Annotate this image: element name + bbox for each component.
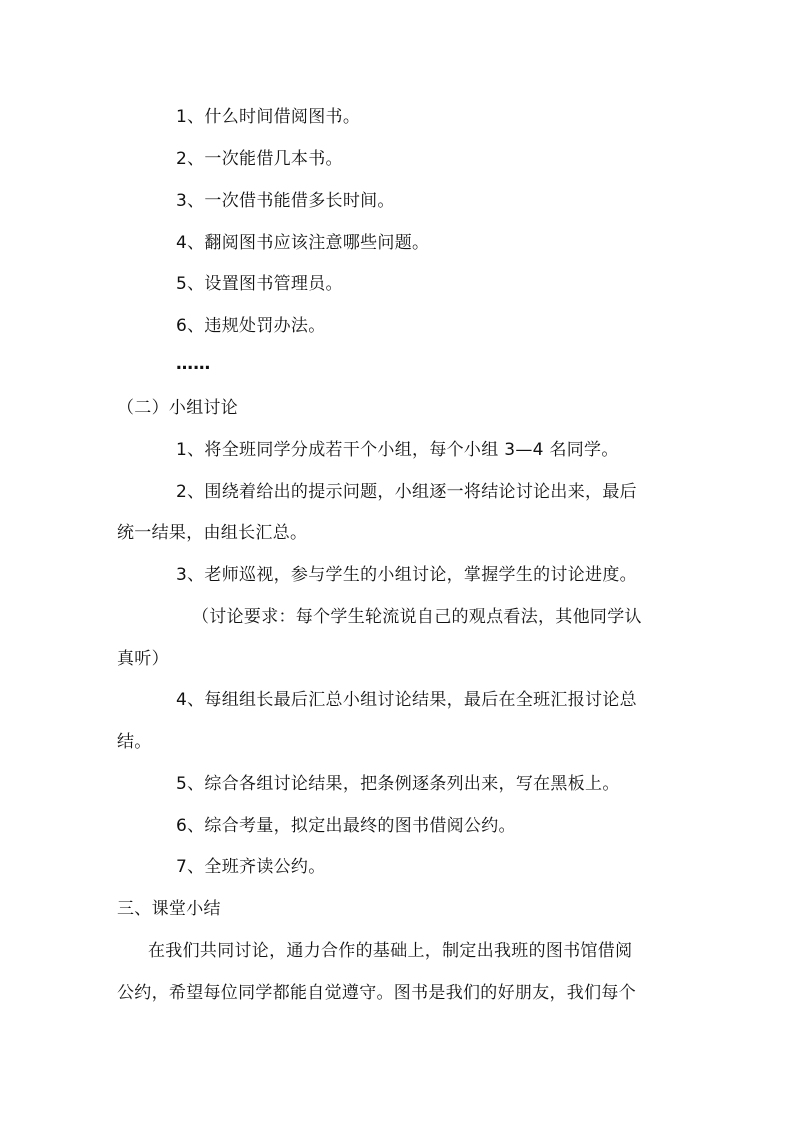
- list-item: 3、一次借书能借多长时间。: [176, 191, 395, 211]
- list-item: 6、违规处罚办法。: [176, 316, 326, 336]
- list-item: 7、全班齐读公约。: [176, 857, 326, 877]
- list-item: 3、老师巡视，参与学生的小组讨论，掌握学生的讨论进度。: [176, 565, 637, 585]
- list-item: 1、将全班同学分成若干个小组，每个小组 3—4 名同学。: [176, 440, 619, 460]
- list-item-continuation: 统一结果，由组长汇总。: [117, 523, 308, 543]
- list-item: 4、每组组长最后汇总小组讨论结果，最后在全班汇报讨论总: [176, 690, 637, 710]
- section-heading-group-discussion: （二）小组讨论: [117, 398, 239, 418]
- list-item: 2、一次能借几本书。: [176, 149, 343, 169]
- discussion-requirement-continuation: 真听）: [117, 649, 169, 669]
- list-item: 5、综合各组讨论结果，把条例逐条列出来，写在黑板上。: [176, 774, 620, 794]
- discussion-requirement: （讨论要求：每个学生轮流说自己的观点看法，其他同学认: [192, 607, 642, 627]
- summary-paragraph-line: 公约，希望每位同学都能自觉遵守。图书是我们的好朋友，我们每个: [117, 983, 636, 1003]
- section-heading-summary: 三、课堂小结: [117, 899, 221, 919]
- ellipsis: ……: [176, 354, 211, 374]
- list-item: 5、设置图书管理员。: [176, 274, 343, 294]
- list-item-continuation: 结。: [117, 732, 152, 752]
- summary-paragraph-line: 在我们共同讨论，通力合作的基础上，制定出我班的图书馆借阅: [148, 941, 633, 961]
- list-item: 1、什么时间借阅图书。: [176, 107, 361, 127]
- list-item: 6、综合考量，拟定出最终的图书借阅公约。: [176, 816, 516, 836]
- list-item: 4、翻阅图书应该注意哪些问题。: [176, 233, 430, 253]
- list-item: 2、围绕着给出的提示问题，小组逐一将结论讨论出来，最后: [176, 482, 637, 502]
